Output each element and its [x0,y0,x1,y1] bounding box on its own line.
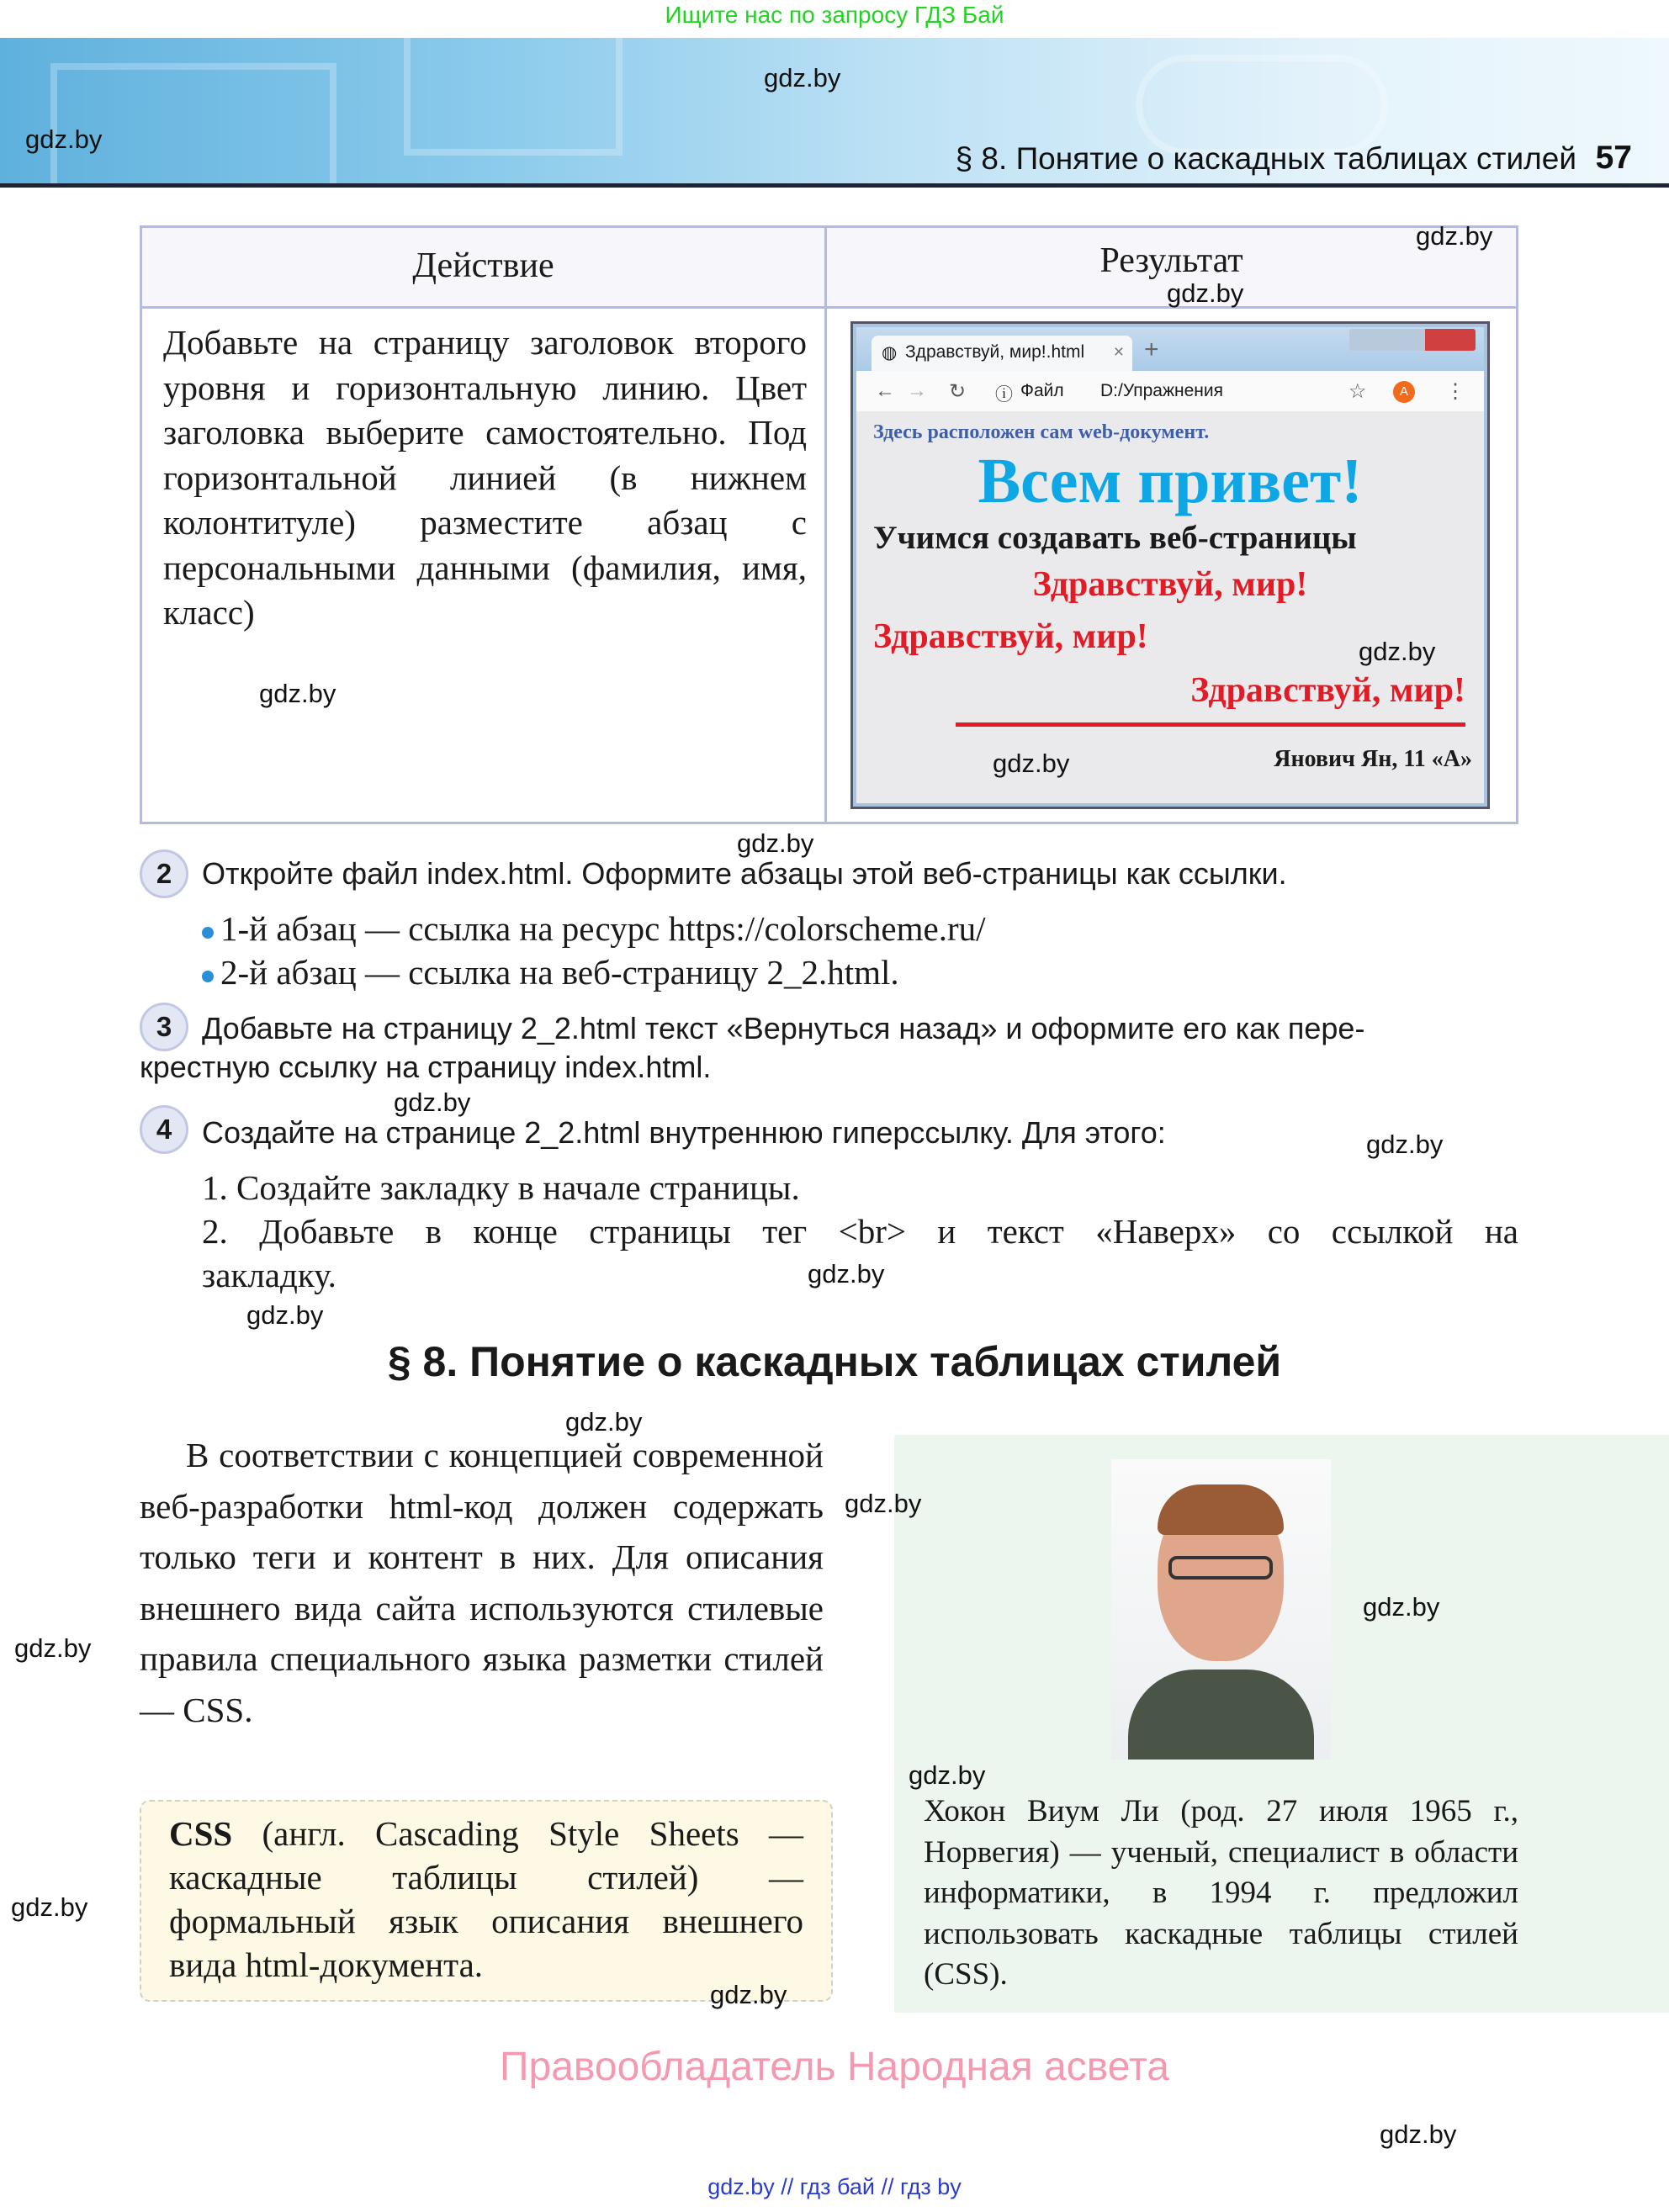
back-icon: ← [875,379,895,402]
watermark: gdz.by [394,1087,471,1117]
watermark: gdz.by [737,828,814,858]
photo-hair [1158,1484,1284,1535]
watermark: gdz.by [246,1300,324,1330]
bullet-text: 1-й абзац — ссылка на ресурс https://colorscheme.ru/ [220,909,986,948]
close-tab-icon: × [1113,342,1124,362]
bullet-icon [202,971,214,982]
watermark: gdz.by [25,124,103,154]
portrait-caption: Хокон Виум Ли (род. 27 июля 1965 г., Норвегия) — ученый, специалист в области информатики, в 1994 г. предложил использовать каскадные таблицы стилей (CSS). [924,1794,1518,1992]
intro-line: Здесь расположен сам web-документ. [873,421,1210,443]
avatar: A [1393,381,1415,403]
search-hint: Ищите нас по запросу ГДЗ Бай [665,2,1004,28]
hello-right: Здравствуй, мир! [1190,671,1465,710]
task-number: 3 [140,1003,188,1051]
star-icon: ☆ [1348,380,1367,403]
watermark: gdz.by [845,1489,922,1518]
forward-icon: → [907,379,927,402]
definition-text: (англ. Cascading Style Sheets — каскадные таблицы стилей) — формальный язык описания внешнего вида html-документа. [169,1814,803,1984]
hello-center: Здравствуй, мир! [1032,565,1308,604]
task-number: 2 [140,849,188,898]
watermark: gdz.by [993,749,1070,778]
globe-icon: ◍ [882,343,898,362]
photo-glasses [1168,1556,1273,1580]
step-item: закладку. [202,1256,336,1294]
browser-page-content [856,411,1484,807]
definition-box [140,1800,833,2002]
task-text: Откройте файл index.html. Оформите абзацы этой веб-страницы как ссылки. [202,856,1287,891]
watermark: gdz.by [1359,637,1436,666]
tab-title: Здравствуй, мир!.html [905,342,1085,362]
section-paragraph: В соответствии с концепцией современной веб-разработки html-код должен содержать только теги и контент в них. Для описания внешнего вида сайта используются стилевые правила специального языка разметки стилей — CSS. [140,1436,824,1729]
definition-term: CSS [169,1814,233,1853]
watermark: gdz.by [259,679,336,708]
watermark: gdz.by [1380,2119,1457,2149]
watermark: gdz.by [1167,278,1244,308]
window-controls [1349,329,1476,351]
reload-icon: ↻ [949,380,967,403]
task-text: Добавьте на страницу 2_2.html текст «Вернуться назад» и оформите его как пере- [202,1011,1365,1045]
task-number: 4 [140,1105,188,1154]
watermark: gdz.by [565,1407,643,1437]
bullet-item [202,952,899,992]
running-title: § 8. Понятие о каскадных таблицах стилей [955,141,1576,176]
browser-tab [872,336,1132,371]
page-number: 57 [1595,140,1632,176]
watermark: gdz.by [14,1633,92,1663]
addr-path: D:/Упражнения [1100,381,1223,400]
column-header-result: Результат [827,228,1516,309]
h2-heading: Учимся создавать веб-страницы [873,520,1357,556]
step-item: 1. Создайте закладку в начале страницы. [202,1168,800,1207]
photo-shoulders [1128,1670,1314,1760]
browser-screenshot [853,324,1487,807]
bullet-icon [202,927,214,939]
watermark: gdz.by [710,1980,787,2009]
circuit-decoration [1136,55,1388,156]
browser-tab-bar [856,327,1484,371]
circuit-decoration [404,38,623,156]
column-divider [824,228,827,822]
section-heading: § 8. Понятие о каскадных таблицах стилей [387,1338,1282,1385]
footer-personal-data: Янович Ян, 11 «А» [1274,746,1472,772]
watermark: gdz.by [11,1892,88,1922]
watermark: gdz.by [1416,221,1493,251]
task-text: крестную ссылку на страницу index.html. [140,1050,712,1084]
watermark: gdz.by [909,1760,986,1790]
action-text: Добавьте на страницу заголовок второго уровня и горизонтальную линию. Цвет заголовка выберите самостоятельно. Под горизонтальной линией (в нижнем колонтитуле) разместите абзац с персональными данными (фамилия, имя, класс) [163,323,807,632]
info-icon: ⓘ [995,385,1013,405]
bullet-item [202,908,986,949]
hello-left: Здравствуй, мир! [873,617,1148,656]
task-text: Создайте на странице 2_2.html внутреннюю гиперссылку. Для этого: [202,1115,1166,1150]
column-header-action: Действие [142,228,824,309]
watermark: gdz.by [1366,1130,1444,1159]
menu-icon: ⋮ [1445,380,1465,403]
horizontal-rule [956,722,1465,727]
bullet-text: 2-й абзац — ссылка на веб-страницу 2_2.html. [220,953,899,992]
watermark: gdz.by [764,63,841,93]
step-item: 2. Добавьте в конце страницы тег <br> и текст «Наверх» со ссылкой на [202,1212,1518,1251]
browser-address-bar [856,371,1484,411]
h1-heading: Всем привет! [978,446,1363,516]
watermark: gdz.by [808,1259,885,1289]
watermark: gdz.by [1363,1592,1440,1622]
copyright-owner: Правообладатель Народная асвета [500,2045,1169,2089]
addr-file-label: Файл [1020,381,1064,400]
new-tab-icon: + [1144,336,1159,363]
portrait-photo [1111,1459,1331,1760]
footer-links[interactable]: gdz.by // гдз бай // гдз by [707,2174,962,2199]
